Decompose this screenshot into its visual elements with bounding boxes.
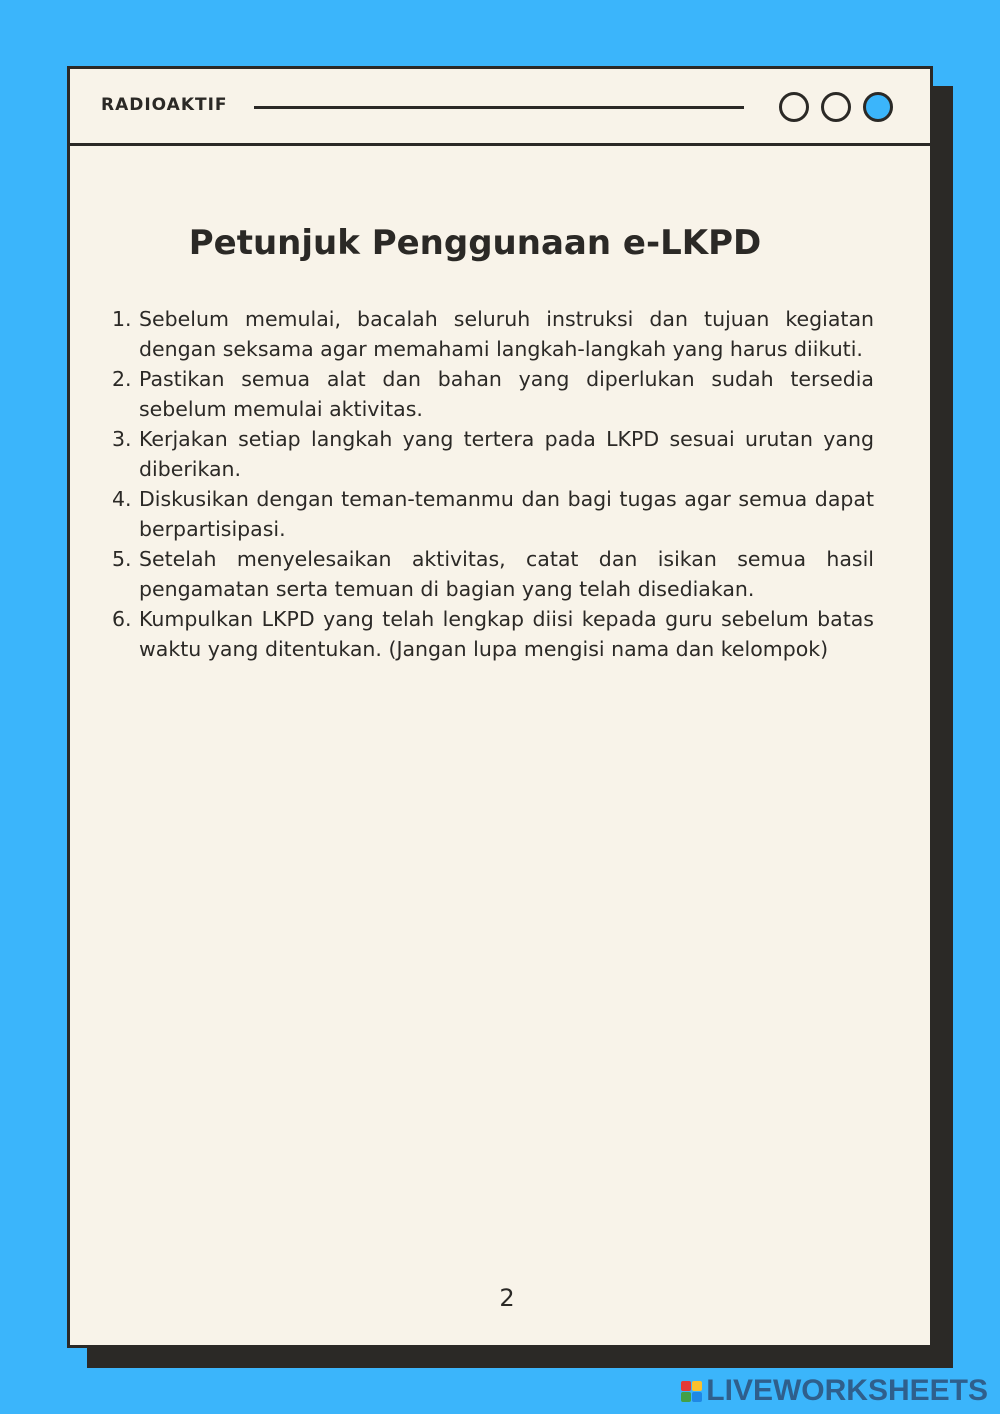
- list-item-text: Sebelum memulai, bacalah seluruh instruksi dan tujuan kegiatan dengan seksama agar memahami langkah-langkah yang harus diikuti.: [139, 307, 874, 361]
- list-item-number: 5.: [112, 547, 132, 571]
- list-item-text: Setelah menyelesaikan aktivitas, catat dan isikan semua hasil pengamatan serta temuan di bagian yang telah disediakan.: [139, 547, 874, 601]
- list-item: [112, 544, 874, 604]
- window-header: [70, 69, 930, 146]
- worksheet-page: [67, 66, 933, 1348]
- list-item-number: 4.: [112, 487, 132, 511]
- list-item: [112, 424, 874, 484]
- window-dot-icon: [863, 92, 893, 122]
- liveworksheets-logo-icon: [681, 1381, 702, 1402]
- brand-label: RADIOAKTIF: [101, 95, 228, 115]
- list-item-text: Pastikan semua alat dan bahan yang diperlukan sudah tersedia sebelum memulai aktivitas.: [139, 367, 874, 421]
- list-item: [112, 364, 874, 424]
- list-item-number: 6.: [112, 607, 132, 631]
- list-item-text: Diskusikan dengan teman-temanmu dan bagi tugas agar semua dapat berpartisipasi.: [139, 487, 874, 541]
- list-item-text: Kumpulkan LKPD yang telah lengkap diisi kepada guru sebelum batas waktu yang ditentukan. (Jangan lupa mengisi nama dan kelompok): [139, 607, 874, 661]
- list-item: [112, 604, 874, 664]
- list-item-text: Kerjakan setiap langkah yang tertera pada LKPD sesuai urutan yang diberikan.: [139, 427, 874, 481]
- window-dot-icon: [779, 92, 809, 122]
- list-item: [112, 304, 874, 364]
- header-divider-line: [254, 106, 744, 109]
- page-number: 2: [499, 1284, 515, 1312]
- list-item-number: 2.: [112, 367, 132, 391]
- page-title: Petunjuk Penggunaan e-LKPD: [188, 223, 762, 263]
- instruction-list: [112, 304, 874, 664]
- watermark-text: LIVEWORKSHEETS: [706, 1374, 988, 1407]
- list-item: [112, 484, 874, 544]
- liveworksheets-watermark: [681, 1374, 988, 1408]
- list-item-number: 3.: [112, 427, 132, 451]
- list-item-number: 1.: [112, 307, 132, 331]
- window-dot-icon: [821, 92, 851, 122]
